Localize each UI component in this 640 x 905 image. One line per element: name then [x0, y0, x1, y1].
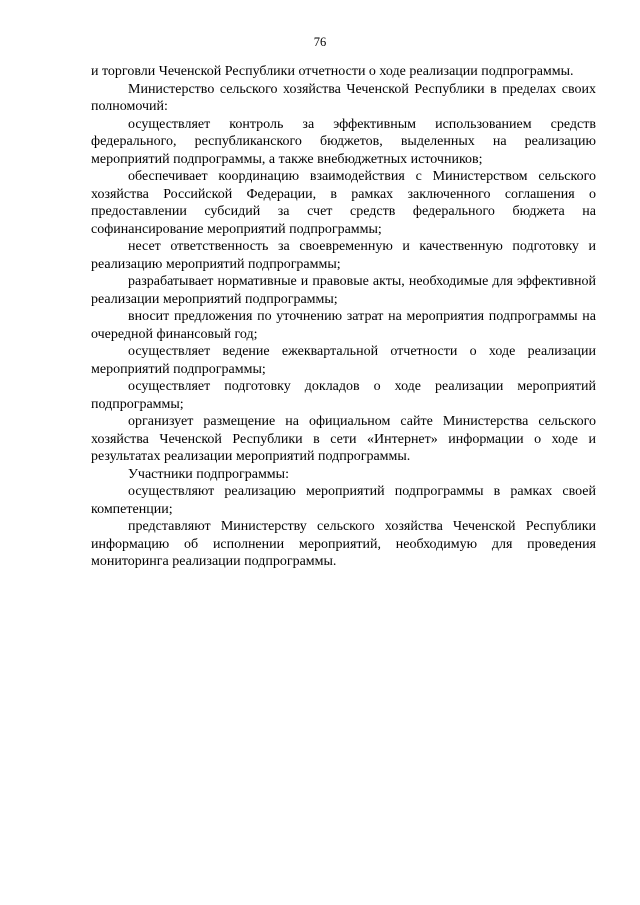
paragraph-participants-implement: осуществляют реализацию мероприятий подпрограммы в рамках своей компетенции;: [91, 484, 596, 517]
paragraph-participants: Участники подпрограммы:: [128, 466, 289, 482]
paragraph-coordination: обеспечивает координацию взаимодействия с Министерством сельского хозяйства Российской Федерации, в рамках заключенного соглашения о предоставлении субсидий за счет средств федерального бюджета на софинансирование мероприятий подпрограммы;: [91, 169, 596, 237]
paragraph-website-publication: организует размещение на официальном сайте Министерства сельского хозяйства Чеченской Республики в сети «Интернет» информации о ходе и результатах реализации мероприятий подпрограммы.: [91, 414, 596, 464]
paragraph-cost-proposals: вносит предложения по уточнению затрат на мероприятия подпрограммы на очередной финансовый год;: [91, 309, 596, 342]
document-body: [91, 63, 596, 571]
paragraph-normative-acts: разрабатывает нормативные и правовые акты, необходимые для эффективной реализации мероприятий подпрограммы;: [91, 274, 596, 307]
page-number: 76: [313, 35, 327, 49]
paragraph-ministry-powers: Министерство сельского хозяйства Чеченской Республики в пределах своих полномочий:: [91, 81, 596, 114]
paragraph-quarterly-reporting: осуществляет ведение ежеквартальной отчетности о ходе реализации мероприятий подпрограммы;: [91, 344, 596, 377]
paragraph-participants-submit: представляют Министерству сельского хозяйства Чеченской Республики информацию об исполнении мероприятий, необходимую для проведения мониторинга реализации подпрограммы.: [91, 519, 596, 569]
paragraph-control: осуществляет контроль за эффективным использованием средств федерального, республиканского бюджетов, выделенных на реализацию мероприятий подпрограммы, а также внебюджетных источников;: [91, 116, 596, 167]
paragraph-responsibility: несет ответственность за своевременную и качественную подготовку и реализацию мероприятий подпрограммы;: [91, 239, 596, 272]
paragraph-continuation: и торговли Чеченской Республики отчетности о ходе реализации подпрограммы.: [91, 64, 574, 79]
paragraph-reports: осуществляет подготовку докладов о ходе реализации мероприятий подпрограммы;: [91, 379, 596, 412]
